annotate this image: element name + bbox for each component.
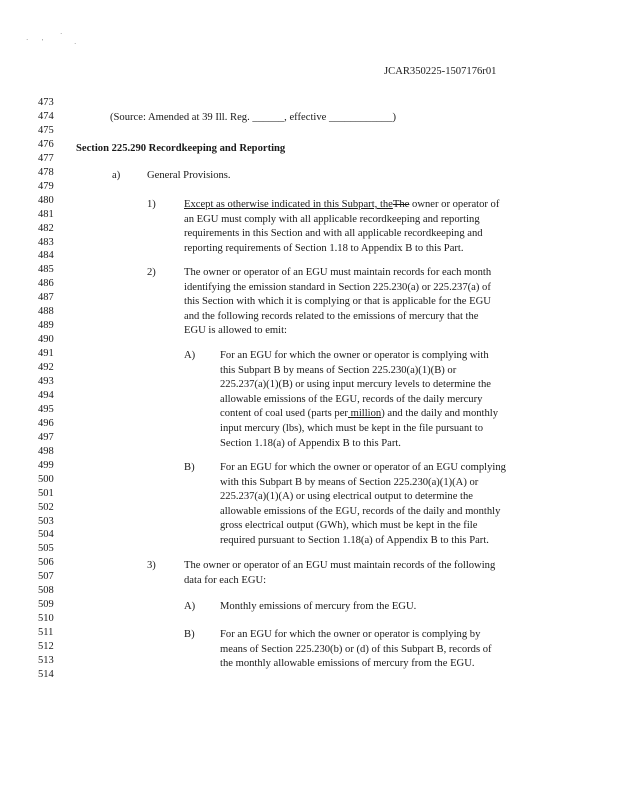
line-number: 502 <box>38 501 54 513</box>
line-number: 489 <box>38 320 54 332</box>
paragraph-3A-marker: A) <box>184 601 196 612</box>
line-number: 488 <box>38 306 54 318</box>
line-number: 477 <box>38 152 54 164</box>
line-number: 505 <box>38 543 54 555</box>
paragraph-1-marker: 1) <box>147 199 156 210</box>
line-number: 475 <box>38 124 54 136</box>
line-number: 511 <box>38 627 54 639</box>
paragraph-2B-text: For an EGU for which the owner or operator of an EGU complying with this Subpart B by means of Section 225.230(a)(1)(A) or 225.237(a)(1)(A) or using electrical output to determine the allowable emissions of the EGU, records of the daily and monthly gross electrical output (GWh), which must be kept in the file required pursuant to Section 1.18(a) of Appendix B to this Part. <box>220 462 506 546</box>
source-note: (Source: Amended at 39 Ill. Reg. ______, effective ____________) <box>110 112 397 123</box>
line-number: 482 <box>38 222 54 234</box>
line-number: 490 <box>38 334 54 346</box>
line-number: 512 <box>38 641 54 653</box>
line-number: 485 <box>38 264 54 276</box>
paragraph-2-text: The owner or operator of an EGU must maintain records for each month identifying the emission standard in Section 225.230(a) or 225.237(a) of this Section with which it is complying or that is applicable for the EGU and the following records related to the emissions of mercury that the EGU is allowed to emit: <box>184 267 492 337</box>
paragraph-2B-marker: B) <box>184 462 195 473</box>
line-number: 491 <box>38 348 54 360</box>
paragraph-2A-marker: A) <box>184 350 196 361</box>
line-number: 476 <box>38 138 54 150</box>
line-number: 474 <box>38 110 54 122</box>
paragraph-3-text: The owner or operator of an EGU must maintain records of the following data for each EGU: <box>184 560 496 586</box>
line-number: 514 <box>38 668 54 680</box>
line-number: 495 <box>38 403 54 415</box>
line-number: 483 <box>38 236 54 248</box>
line-number: 478 <box>38 166 54 178</box>
line-number: 499 <box>38 459 54 471</box>
inserted-text: Except as otherwise indicated in this Subpart, the <box>184 199 393 210</box>
line-number: 492 <box>38 362 54 374</box>
line-number: 493 <box>38 376 54 387</box>
line-number: 473 <box>38 97 54 108</box>
paragraph-3B-text: For an EGU for which the owner or operator is complying by means of Section 225.230(b) or (d) of this Subpart B, records of the monthly allowable emissions of mercury from the EGU. <box>220 629 492 670</box>
line-number: 498 <box>38 445 54 457</box>
paragraph-1-text: Except as otherwise indicated in this Subpart, theThe owner or operator of an EGU must comply with all applicable recordkeeping and reporting requirements in this Section and with all applicable recordkeeping and reporting requirements of Section 1.18 to Appendix B to this Part. <box>184 199 500 254</box>
line-number: 500 <box>38 473 54 485</box>
inserted-text: million <box>347 408 382 420</box>
line-number: 480 <box>38 194 54 206</box>
line-number: 510 <box>38 613 54 625</box>
line-number: 494 <box>38 389 54 401</box>
subsection-a-marker: a) <box>112 170 121 181</box>
line-number: 504 <box>38 529 54 541</box>
paragraph-3A-text: Monthly emissions of mercury from the EGU. <box>220 601 417 612</box>
line-number: 501 <box>38 487 54 499</box>
line-number: 507 <box>38 571 54 583</box>
line-number: 509 <box>38 599 54 611</box>
line-number: 486 <box>38 278 54 290</box>
line-number: 513 <box>38 655 54 666</box>
subsection-a-title: General Provisions. <box>147 170 231 181</box>
line-number: 506 <box>38 557 54 569</box>
line-number: 487 <box>38 292 54 304</box>
scan-speck: · <box>60 30 63 38</box>
paragraph-2-marker: 2) <box>147 267 156 278</box>
document-id: JCAR350225-1507176r01 <box>384 66 497 77</box>
line-number: 503 <box>38 515 54 527</box>
scan-speck: ' <box>42 38 44 46</box>
section-heading: Section 225.290 Recordkeeping and Reporting <box>76 143 286 154</box>
scan-speck: · <box>74 40 77 48</box>
scan-speck: · <box>26 36 29 44</box>
line-number: 497 <box>38 431 54 443</box>
line-number: 484 <box>38 250 54 262</box>
line-number: 479 <box>38 180 54 192</box>
paragraph-2A-text: For an EGU for which the owner or operator is complying with this Subpart B by means of Section 225.230(a)(1)(B) or 225.237(a)(1)(B) or using input mercury levels to determine the allowable emissions of the EGU, records of the daily mercury content of coal used (parts per million) and the daily and monthly input mercury (lbs), which must be kept in the file pursuant to Section 1.18(a) of Appendix B to this Part. <box>220 350 499 449</box>
deleted-text: The <box>392 199 410 210</box>
line-number: 508 <box>38 585 54 597</box>
paragraph-3-marker: 3) <box>147 560 156 571</box>
paragraph-3B-marker: B) <box>184 629 195 640</box>
line-number: 496 <box>38 417 54 429</box>
line-number: 481 <box>38 208 54 220</box>
